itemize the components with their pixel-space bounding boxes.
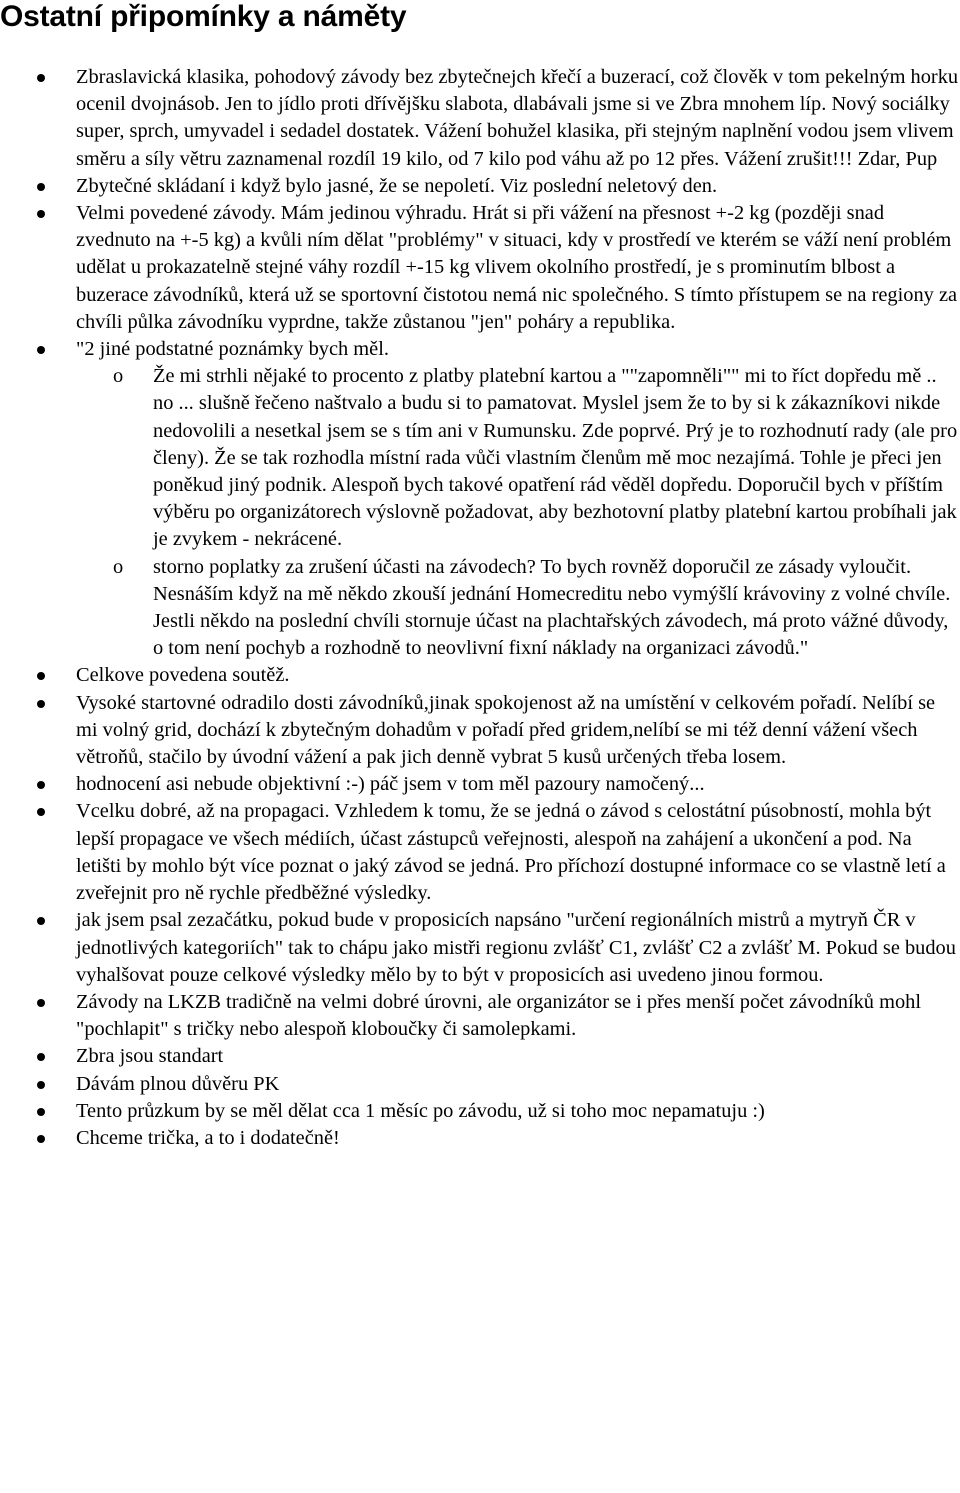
circle-bullet-icon: o [113, 365, 124, 388]
bullet-icon [37, 1108, 45, 1116]
bullet-icon [37, 1081, 45, 1089]
bullet-icon [37, 917, 45, 925]
bullet-icon [37, 1053, 45, 1061]
bullet-icon [37, 74, 45, 82]
list-item-text: "2 jiné podstatné poznámky bych měl. [76, 338, 389, 361]
bullet-icon [37, 808, 45, 816]
list-item [0, 907, 960, 989]
list-item-text: Chceme trička, a to i dodatečně! [76, 1126, 340, 1149]
list-item [0, 1071, 960, 1098]
list-item-text: Zbra jsou standart [76, 1045, 224, 1068]
page-title: Ostatní připomínky a náměty [0, 0, 407, 33]
list-item [0, 662, 960, 689]
list-item [0, 1098, 960, 1125]
list-item [0, 200, 960, 336]
list-item-text: Vcelku dobré, až na propagaci. Vzhledem k tomu, že se jedná o závod s celostátní púsobností, mohla být lepší propagace ve všech médiích, účast zástupců veřejnosti, alespoň na zahájení a ukončení a pod. Na letišti by mohlo být více poznat o jaký závod se jedná. Pro příchozí dostupné informace co se vlastně letí a zveřejnit pro ně rychle předběžné výsledky. [76, 800, 946, 905]
bullet-icon [37, 210, 45, 218]
list-item [0, 64, 960, 173]
bullet-icon [37, 999, 45, 1007]
bullet-icon [37, 781, 45, 789]
list-item-text: Závody na LKZB tradičně na velmi dobré úrovni, ale organizátor se i přes menší počet závodníků mohl "pochlapit" s tričky nebo alespoň kloboučky či samolepkami. [76, 990, 922, 1041]
list-item-text: Vysoké startovné odradilo dosti závodníků,jinak spokojenost až na umístění v celkovém pořadí. Nelíbí se mi volný grid, dochází k zbytečným dohadům v pořadí před gridem,nelíbí se mi též denní vážení všech větroňů, stačilo by úvodní vážení a pak jich denně vybrat 5 kusů určených třeba losem. [76, 691, 936, 769]
bullet-icon [37, 700, 45, 708]
list-item [0, 336, 960, 662]
sub-list-item [113, 363, 960, 553]
list-item-text: jak jsem psal zezačátku, pokud bude v proposicích napsáno "určení regionálních mistrů a mytryň ČR v jednotlivých kategoriích" tak to chápu jako mistři regionu zvlášť C1, zvlášť C2 a zvlášť M. Pokud se budou vyhalšovat pouze celkové výsledky mělo by to být v proposicích asi uvedeno jinou formou. [76, 909, 956, 986]
sub-list-item-text: Že mi strhli nějaké to procento z platby platební kartou a ""zapomněli"" mi to říct dopředu mě .. no ... slušně řečeno naštvalo a budu si to pamatovat. Myslel jsem že to by si k zákazníkovi nikde nedovolili a nesetkal jsem se s tím ani v Rumunsku. Zde poprvé. Prý je to rozhodnutí rady (ale pro členy). Že se tak rozhodla místní rada vůči vlastním členům mě moc nezajímá. Tohle je přeci jen poněkud jiný podnik. Alespoň bych takové opatření rád věděl dopředu. Doporučil bych v příštím výběru po organizátorech výslovně požadovat, aby bezhotovní platby platební kartou probíhali jak je zvykem - nekrácené. [153, 365, 958, 551]
list-item [0, 798, 960, 907]
bullet-icon [37, 346, 45, 354]
list-item [0, 1125, 960, 1152]
list-item-text: Dávám plnou důvěru PK [76, 1072, 280, 1095]
list-item-text: Zbytečné skládaní i když bylo jasné, že se nepoletí. Viz poslední neletový den. [76, 174, 718, 197]
list-item [0, 1043, 960, 1070]
list-item-text: Tento průzkum by se měl dělat cca 1 měsíc po závodu, už si toho moc nepamatuju :) [76, 1099, 765, 1122]
bullet-icon [37, 183, 45, 191]
bullet-icon [37, 1135, 45, 1143]
list-item-text: Velmi povedené závody. Mám jedinou výhradu. Hrát si při vážení na přesnost +-2 kg (později snad zvednuto na +-5 kg) a kvůli ním dělat "problémy" v situaci, kdy v prostředí ve kterém se váží není problém udělat u prokazatelně stejné váhy rozdíl +-15 kg vlivem okolního prostředí, je s prominutím blbost a buzerace závodníků, která už se sportovní čistotou nemá nic společného. S tímto přístupem se na regiony za chvíli půlka závodníku vyprdne, takže zůstanou "jen" poháry a republika. [76, 202, 958, 333]
list-item-text: hodnocení asi nebude objektivní :-) páč jsem v tom měl pazoury namočený... [76, 773, 705, 796]
list-item [0, 690, 960, 772]
circle-bullet-icon: o [113, 555, 124, 578]
sub-list [0, 363, 960, 662]
list-item-text: Celkove povedena soutěž. [76, 664, 290, 687]
bullet-icon [37, 672, 45, 680]
list-item [0, 989, 960, 1043]
list-item [0, 173, 960, 200]
sub-list-item-text: storno poplatky za zrušení účasti na závodech? To bych rovněž doporučil ze zásady vyloučit. Nesnáším když na mě někdo zkouší jednání Homecreditu nebo vymýšlí krávoviny z volné chvíle. Jestli někdo na poslední chvíli stornuje účast na plachtařských závodech, má proto vážné důvody, o tom není pochyb a rozhodně to neovlivní fixní náklady na organizaci závodů." [153, 555, 951, 660]
list-item [0, 771, 960, 798]
comments-list [0, 64, 960, 1152]
sub-list-item [113, 554, 960, 663]
list-item-text: Zbraslavická klasika, pohodový závody bez zbytečnejch křečí a buzerací, což člověk v tom pekelným horku ocenil dvojnásob. Jen to jídlo proti dřívějšku slabota, dlabávali jsme si ve Zbra mnohem líp. Nový sociálky super, sprch, umyvadel i sedadel dostatek. Vážení bohužel klasika, při stejným naplnění vodou jsem vlivem směru a síly větru zaznamenal rozdíl 19 kilo, od 7 kilo pod váhu až po 12 přes. Vážení zrušit!!! Zdar, Pup [76, 66, 959, 170]
